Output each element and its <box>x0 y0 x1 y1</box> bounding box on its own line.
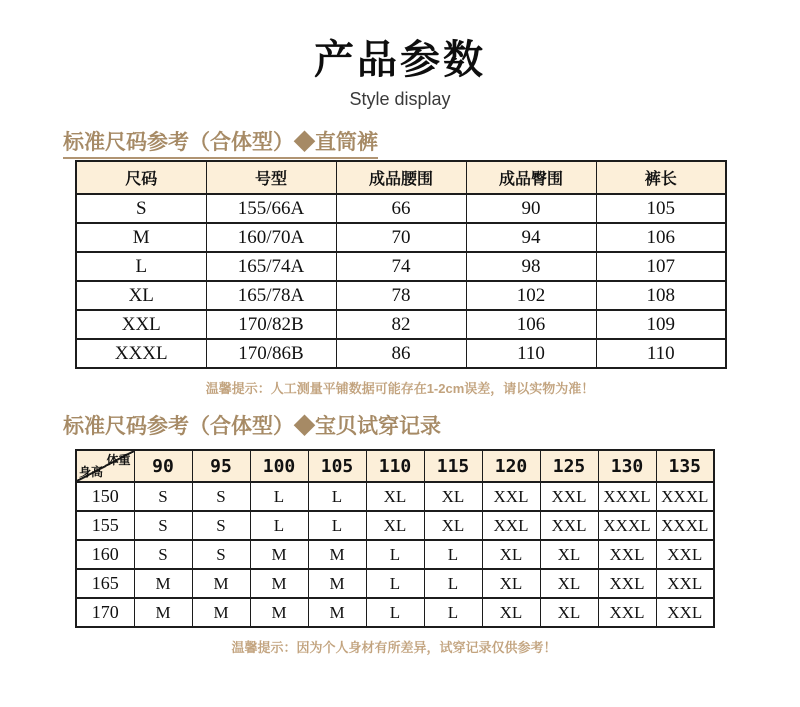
fit-size-cell: S <box>134 511 192 540</box>
spec-cell: 170/86B <box>206 339 336 368</box>
fit-size-cell: M <box>250 569 308 598</box>
spec-cell: 108 <box>596 281 726 310</box>
spec-cell: 165/78A <box>206 281 336 310</box>
table-row <box>76 482 714 511</box>
size-spec-heading: 标准尺码参考（合体型）◆直筒裤 <box>63 131 378 159</box>
fit-size-cell: S <box>192 540 250 569</box>
size-spec-section <box>0 131 800 397</box>
spec-cell: 74 <box>336 252 466 281</box>
fit-record-note: 温馨提示：因为个人身材有所差异，试穿记录仅供参考！ <box>231 640 557 656</box>
fit-size-cell: XL <box>540 569 598 598</box>
fit-size-cell: M <box>192 598 250 627</box>
table-row <box>76 281 726 310</box>
page-subtitle: Style display <box>349 89 451 109</box>
fit-record-section <box>0 415 800 656</box>
fit-size-cell: M <box>192 569 250 598</box>
spec-cell: XXXL <box>76 339 206 368</box>
fit-size-cell: S <box>192 482 250 511</box>
fit-size-cell: XL <box>540 598 598 627</box>
fit-size-cell: XXL <box>656 540 714 569</box>
spec-cell: 155/66A <box>206 194 336 223</box>
fit-record-heading: 标准尺码参考（合体型）◆宝贝试穿记录 <box>63 415 441 439</box>
spec-cell: 70 <box>336 223 466 252</box>
spec-cell: XL <box>76 281 206 310</box>
fit-size-cell: S <box>134 540 192 569</box>
spec-cell: 106 <box>596 223 726 252</box>
table-row <box>76 310 726 339</box>
weight-col-header: 130 <box>598 450 656 482</box>
table-row <box>76 252 726 281</box>
table-row <box>76 223 726 252</box>
corner-weight-label: 体重 <box>106 453 131 468</box>
spec-cell: 109 <box>596 310 726 339</box>
fit-size-cell: XXL <box>540 511 598 540</box>
table-row <box>76 194 726 223</box>
spec-col-header: 裤长 <box>596 161 726 194</box>
table-row <box>76 511 714 540</box>
fit-size-cell: L <box>308 511 366 540</box>
fit-size-cell: L <box>366 569 424 598</box>
fit-size-cell: M <box>134 598 192 627</box>
table-row <box>76 540 714 569</box>
table-header-row <box>76 450 714 482</box>
fit-size-cell: XXL <box>482 482 540 511</box>
spec-cell: 107 <box>596 252 726 281</box>
fit-size-cell: XXL <box>598 598 656 627</box>
spec-cell: 90 <box>466 194 596 223</box>
weight-col-header: 120 <box>482 450 540 482</box>
height-label-cell: 160 <box>76 540 134 569</box>
fit-size-cell: L <box>250 482 308 511</box>
table-header-row <box>76 161 726 194</box>
weight-col-header: 125 <box>540 450 598 482</box>
fit-size-cell: XL <box>424 511 482 540</box>
fit-size-cell: M <box>308 540 366 569</box>
measurement-note: 温馨提示：人工测量平铺数据可能存在1-2cm误差，请以实物为准！ <box>205 381 595 397</box>
spec-cell: 110 <box>466 339 596 368</box>
table-row <box>76 569 714 598</box>
fit-size-cell: XXL <box>482 511 540 540</box>
fit-size-cell: L <box>250 511 308 540</box>
fit-size-cell: L <box>366 540 424 569</box>
fit-size-cell: XL <box>482 569 540 598</box>
weight-col-header: 105 <box>308 450 366 482</box>
fit-size-cell: XXXL <box>598 511 656 540</box>
fit-size-cell: XXL <box>540 482 598 511</box>
spec-cell: L <box>76 252 206 281</box>
spec-cell: 82 <box>336 310 466 339</box>
size-spec-table <box>75 160 727 369</box>
spec-cell: 105 <box>596 194 726 223</box>
spec-cell: M <box>76 223 206 252</box>
spec-cell: 160/70A <box>206 223 336 252</box>
spec-cell: 170/82B <box>206 310 336 339</box>
weight-col-header: 135 <box>656 450 714 482</box>
fit-size-cell: XL <box>424 482 482 511</box>
fit-size-cell: XL <box>366 482 424 511</box>
weight-col-header: 95 <box>192 450 250 482</box>
height-label-cell: 155 <box>76 511 134 540</box>
fit-size-cell: L <box>424 569 482 598</box>
fit-size-cell: XL <box>482 540 540 569</box>
spec-col-header: 尺码 <box>76 161 206 194</box>
spec-cell: 98 <box>466 252 596 281</box>
spec-col-header: 号型 <box>206 161 336 194</box>
height-label-cell: 165 <box>76 569 134 598</box>
fit-size-cell: XXL <box>598 569 656 598</box>
spec-col-header: 成品臀围 <box>466 161 596 194</box>
spec-cell: 86 <box>336 339 466 368</box>
fit-size-cell: XXL <box>656 569 714 598</box>
height-label-cell: 150 <box>76 482 134 511</box>
fit-size-cell: L <box>424 540 482 569</box>
fit-size-cell: M <box>250 540 308 569</box>
weight-height-corner-cell <box>76 450 134 482</box>
fit-record-table <box>75 449 715 628</box>
fit-size-cell: XXL <box>656 598 714 627</box>
spec-cell: S <box>76 194 206 223</box>
spec-cell: 78 <box>336 281 466 310</box>
weight-col-header: 100 <box>250 450 308 482</box>
fit-size-cell: L <box>308 482 366 511</box>
fit-size-cell: XL <box>366 511 424 540</box>
spec-cell: 94 <box>466 223 596 252</box>
corner-height-label: 身高 <box>79 465 104 480</box>
fit-size-cell: M <box>250 598 308 627</box>
table-row <box>76 339 726 368</box>
fit-size-cell: XXXL <box>656 511 714 540</box>
weight-col-header: 115 <box>424 450 482 482</box>
page-title: 产品参数 <box>314 37 486 83</box>
spec-cell: 66 <box>336 194 466 223</box>
fit-size-cell: L <box>424 598 482 627</box>
fit-size-cell: M <box>308 598 366 627</box>
spec-cell: 102 <box>466 281 596 310</box>
fit-size-cell: XXXL <box>656 482 714 511</box>
fit-size-cell: XL <box>540 540 598 569</box>
weight-col-header: 110 <box>366 450 424 482</box>
fit-size-cell: S <box>134 482 192 511</box>
fit-size-cell: L <box>366 598 424 627</box>
spec-cell: 165/74A <box>206 252 336 281</box>
fit-size-cell: XXL <box>598 540 656 569</box>
spec-cell: 110 <box>596 339 726 368</box>
weight-col-header: 90 <box>134 450 192 482</box>
fit-size-cell: XXXL <box>598 482 656 511</box>
fit-size-cell: S <box>192 511 250 540</box>
spec-cell: 106 <box>466 310 596 339</box>
spec-cell: XXL <box>76 310 206 339</box>
table-row <box>76 598 714 627</box>
fit-size-cell: M <box>134 569 192 598</box>
fit-size-cell: XL <box>482 598 540 627</box>
fit-size-cell: M <box>308 569 366 598</box>
spec-col-header: 成品腰围 <box>336 161 466 194</box>
height-label-cell: 170 <box>76 598 134 627</box>
